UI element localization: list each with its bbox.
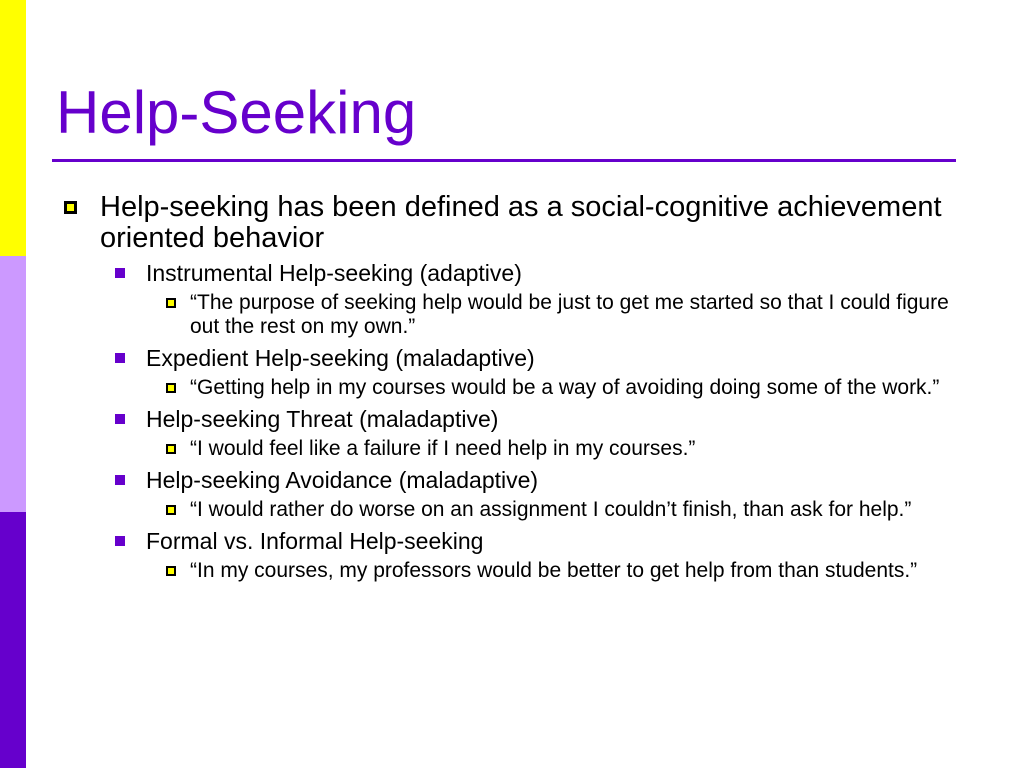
sub-bullet [60, 406, 970, 432]
quote-text: “Getting help in my courses would be a way of avoiding doing some of the work.” [190, 376, 940, 399]
sub-bullet-text: Instrumental Help-seeking (adaptive) [146, 260, 522, 286]
hollow-square-bullet-icon [64, 201, 77, 214]
side-bar-purple-segment [0, 512, 26, 768]
quote-text: “The purpose of seeking help would be just to get me started so that I could figure out the rest on my own.” [190, 291, 949, 338]
filled-square-bullet-icon [115, 353, 125, 363]
hollow-square-bullet-icon [166, 383, 176, 393]
sub-bullet [60, 467, 970, 493]
quote-bullet [60, 437, 970, 461]
quote-text: “I would rather do worse on an assignment I couldn’t finish, than ask for help.” [190, 498, 912, 521]
hollow-square-bullet-icon [166, 298, 176, 308]
filled-square-bullet-icon [115, 536, 125, 546]
hollow-square-bullet-icon [166, 566, 176, 576]
side-bar-lavender-segment [0, 256, 26, 512]
sub-bullet-text: Help-seeking Avoidance (maladaptive) [146, 467, 539, 493]
sub-bullet-text: Expedient Help-seeking (maladaptive) [146, 345, 535, 371]
filled-square-bullet-icon [115, 268, 125, 278]
sub-bullet [60, 345, 970, 371]
main-bullet-text: Help-seeking has been defined as a social-cognitive achievement oriented behavior [100, 191, 942, 254]
hollow-square-bullet-icon [166, 505, 176, 515]
main-bullet [60, 192, 970, 254]
slide-body [60, 192, 970, 589]
sub-bullet [60, 528, 970, 554]
hollow-square-bullet-icon [166, 444, 176, 454]
filled-square-bullet-icon [115, 475, 125, 485]
side-bar-yellow-segment [0, 0, 26, 256]
quote-bullet [60, 498, 970, 522]
sub-bullet [60, 260, 970, 286]
filled-square-bullet-icon [115, 414, 125, 424]
slide-title: Help-Seeking [56, 79, 417, 146]
sub-bullet-text: Help-seeking Threat (maladaptive) [146, 406, 499, 432]
quote-bullet [60, 291, 970, 339]
title-underline [52, 159, 956, 162]
quote-bullet [60, 559, 970, 583]
sub-bullet-text: Formal vs. Informal Help-seeking [146, 528, 484, 554]
side-color-bar [0, 0, 26, 768]
quote-text: “I would feel like a failure if I need help in my courses.” [190, 437, 696, 460]
quote-bullet [60, 376, 970, 400]
quote-text: “In my courses, my professors would be better to get help from than students.” [190, 559, 918, 582]
